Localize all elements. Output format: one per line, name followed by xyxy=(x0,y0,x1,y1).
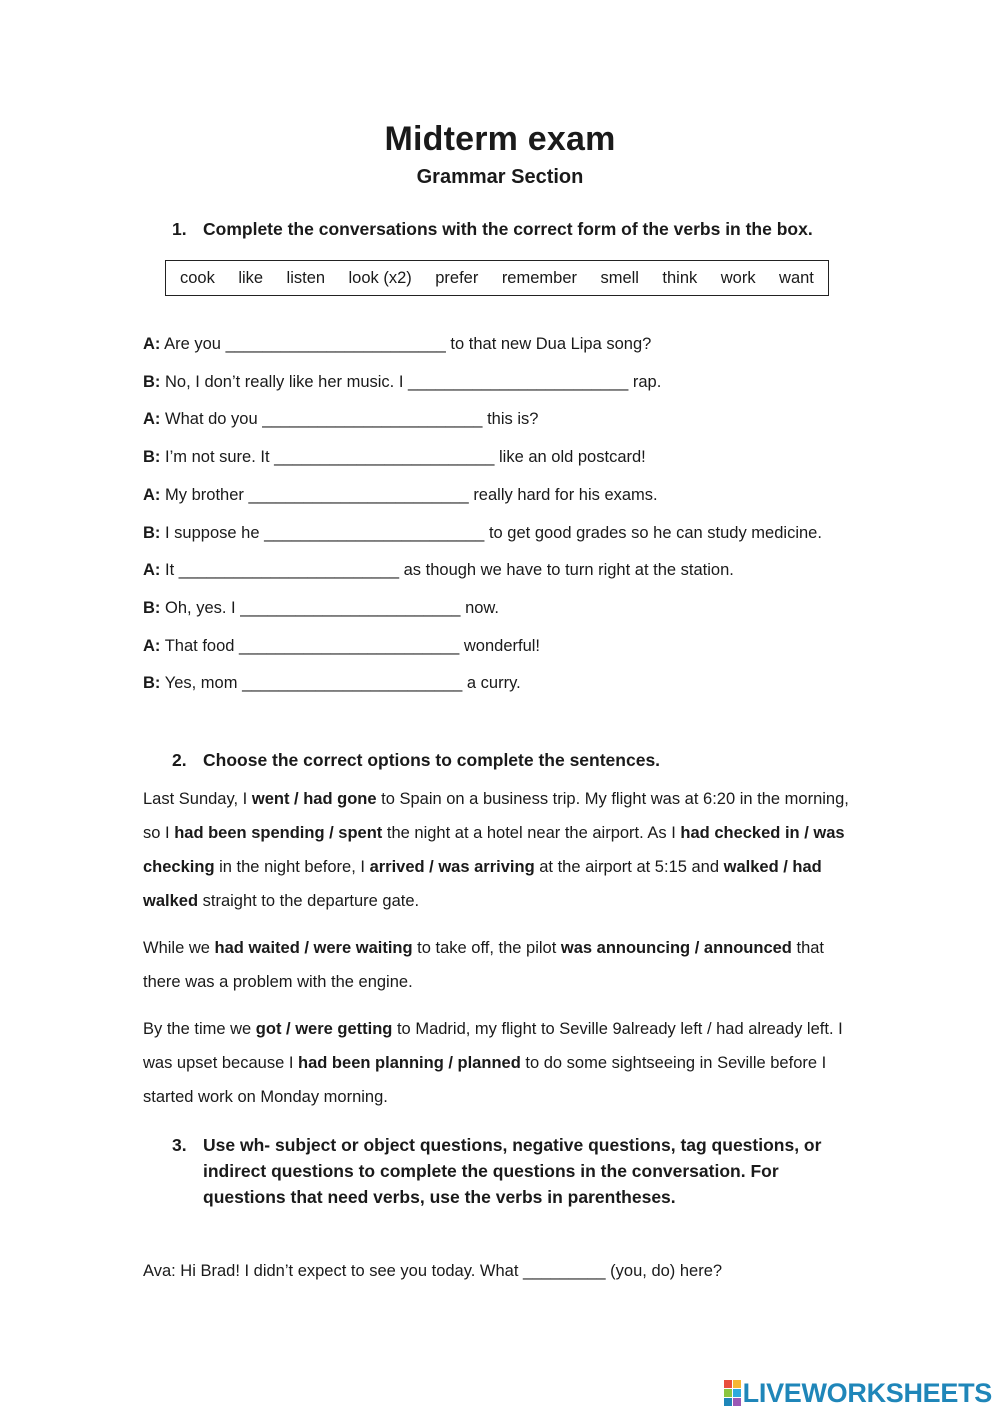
logo-square xyxy=(733,1398,741,1406)
verb-option-choice[interactable]: walked / had walked xyxy=(143,858,822,910)
answer-blank[interactable]: ________________________ xyxy=(242,674,463,693)
story-paragraph-1 xyxy=(143,782,863,918)
section-2-instruction: Choose the correct options to complete the sentences. xyxy=(203,750,661,770)
line-text-before: My brother xyxy=(165,485,244,504)
line-text-before: I’m not sure. It xyxy=(165,448,270,467)
logo-square xyxy=(724,1380,732,1388)
word-box-item: remember xyxy=(501,268,577,287)
line-text-after: to get good grades so he can study medicine. xyxy=(488,523,822,542)
conversation-line xyxy=(143,371,661,393)
speaker-label: B: xyxy=(143,372,161,391)
line-text-before: Yes, mom xyxy=(164,674,238,693)
story-text: Last Sunday, I xyxy=(143,790,252,808)
story-text: to do some sightseeing in Seville before I started work on Monday morning. xyxy=(143,1054,827,1106)
line-text-before: No, I don’t really like her music. I xyxy=(165,372,404,391)
page-subtitle: Grammar Section xyxy=(416,166,584,188)
speaker-label: B: xyxy=(143,674,161,693)
answer-blank[interactable]: ________________________ xyxy=(264,523,485,542)
line-text-before: It xyxy=(165,561,175,580)
logo-square xyxy=(733,1389,741,1397)
story-text: By the time we xyxy=(143,1020,256,1038)
page-title: Midterm exam xyxy=(384,120,616,158)
conversation-line xyxy=(143,333,651,355)
answer-blank[interactable]: ________________________ xyxy=(408,372,629,391)
speaker-label: A: xyxy=(143,636,161,655)
answer-blank[interactable]: ________________________ xyxy=(248,485,469,504)
word-box-item: prefer xyxy=(435,268,479,287)
section-3-instruction: Use wh- subject or object questions, negative questions, tag questions, or indirect questions to complete the questions in the conversation. For questions that need verbs, use the verbs in parentheses. xyxy=(203,1135,822,1207)
speaker-label: A: xyxy=(143,410,161,429)
word-box-item: like xyxy=(238,268,264,287)
verb-option-choice[interactable]: got / were getting xyxy=(255,1020,393,1038)
conversation-line xyxy=(143,446,646,468)
speaker-label: B: xyxy=(143,448,161,467)
conversation-line xyxy=(143,408,538,430)
word-box-item: look (x2) xyxy=(348,268,412,287)
line-text-after: as though we have to turn right at the station. xyxy=(403,561,734,580)
answer-blank[interactable]: ________________________ xyxy=(240,598,461,617)
story-text: to take off, the pilot xyxy=(412,939,561,957)
section-2-number: 2. xyxy=(172,750,187,770)
verb-option-choice[interactable]: went / had gone xyxy=(251,790,377,808)
logo-square xyxy=(733,1380,741,1388)
conversation-line xyxy=(143,484,658,506)
liveworksheets-logo-icon xyxy=(724,1380,741,1406)
answer-blank[interactable]: ________________________ xyxy=(178,561,400,580)
section-1-heading xyxy=(172,216,862,242)
story-text: the night at a hotel near the airport. As I xyxy=(382,824,681,842)
verb-option-choice[interactable]: had checked in / was checking xyxy=(143,824,845,876)
line-text-after: a curry. xyxy=(466,674,521,693)
verb-option-choice[interactable]: was announcing / announced xyxy=(560,939,792,957)
speaker-label: B: xyxy=(143,598,161,617)
speaker-label: A: xyxy=(143,485,161,504)
section-3-heading xyxy=(172,1132,862,1210)
verb-option-choice[interactable]: had been planning / planned xyxy=(298,1054,521,1072)
section-2-heading xyxy=(172,747,862,773)
story-text: straight to the departure gate. xyxy=(198,892,420,910)
verb-option-choice[interactable]: arrived / was arriving xyxy=(369,858,535,876)
line-text-before: Are you xyxy=(164,335,221,353)
word-box-item: work xyxy=(720,268,756,287)
conversation-line xyxy=(143,672,521,694)
section-3-number: 3. xyxy=(172,1135,187,1155)
line-text-after: really hard for his exams. xyxy=(473,485,658,504)
story-text: at the airport at 5:15 and xyxy=(534,858,724,876)
line-text-before: I suppose he xyxy=(165,523,260,542)
word-box-item: think xyxy=(662,268,698,287)
word-box-item: listen xyxy=(286,268,326,287)
verb-option-choice[interactable]: had been spending / spent xyxy=(174,824,383,842)
speaker-label: B: xyxy=(143,523,161,542)
answer-blank[interactable]: ________________________ xyxy=(274,448,495,467)
line-text-before: That food xyxy=(164,636,235,655)
line-text-after: wonderful! xyxy=(463,636,541,655)
line-text-after: now. xyxy=(465,598,500,617)
verb-option-choice[interactable]: had waited / were waiting xyxy=(214,939,413,957)
word-box-item: cook xyxy=(180,268,215,287)
logo-square xyxy=(724,1398,732,1406)
story-text: in the night before, I xyxy=(214,858,370,876)
speaker-label: A: xyxy=(143,561,161,580)
story-text: to Madrid, my flight to Seville 9already left / had already left. I was upset because I xyxy=(143,1020,843,1072)
line-text-after: this is? xyxy=(487,410,539,429)
liveworksheets-logo[interactable] xyxy=(724,1378,992,1408)
conversation-line-ava: Ava: Hi Brad! I didn’t expect to see you today. What _________ (you, do) here? xyxy=(143,1262,723,1280)
answer-blank[interactable]: ________________________ xyxy=(239,636,460,655)
answer-blank[interactable]: ________________________ xyxy=(225,335,446,353)
line-text-before: Oh, yes. I xyxy=(165,598,236,617)
story-text: to Spain on a business trip. My flight was at 6:20 in the morning, so I xyxy=(143,790,849,842)
liveworksheets-logo-text: LIVEWORKSHEETS xyxy=(742,1377,992,1408)
line-text-after: rap. xyxy=(632,372,662,391)
story-text: that there was a problem with the engine. xyxy=(143,939,825,991)
section-1-instruction: Complete the conversations with the correct form of the verbs in the box. xyxy=(203,219,813,239)
conversation-line xyxy=(143,522,822,544)
conversation-line xyxy=(143,559,734,581)
story-text: While we xyxy=(143,939,215,957)
logo-square xyxy=(724,1389,732,1397)
word-box-item: want xyxy=(779,268,814,287)
speaker-label: A: xyxy=(143,335,161,353)
answer-blank[interactable]: ________________________ xyxy=(262,410,483,429)
conversation-line xyxy=(143,635,540,657)
story-paragraph-3 xyxy=(143,1012,863,1114)
verb-word-box xyxy=(165,260,829,296)
story-paragraph-2 xyxy=(143,931,863,999)
conversation-line xyxy=(143,597,499,619)
word-box-item: smell xyxy=(600,268,639,287)
line-text-after: to that new Dua Lipa song? xyxy=(450,335,652,353)
line-text-before: What do you xyxy=(165,410,258,429)
section-1-number: 1. xyxy=(172,219,187,239)
line-text-after: like an old postcard! xyxy=(499,448,646,467)
